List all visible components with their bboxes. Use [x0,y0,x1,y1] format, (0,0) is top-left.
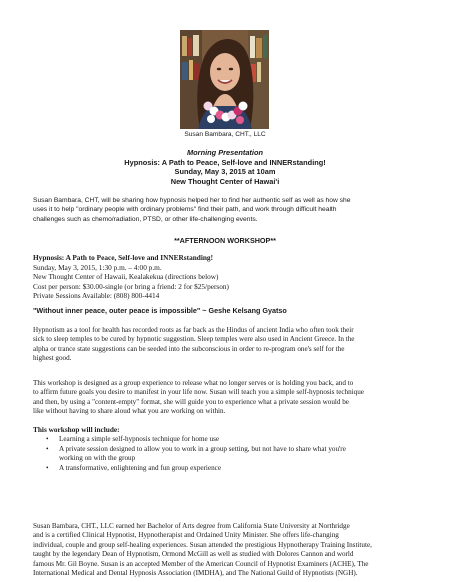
intro-line: challenges such as chemo/radiation, PTSD, or other life-challenging events. [33,215,258,223]
bullet-icon: • [46,463,49,472]
paragraph-line: and is a certified Clinical Hypnotist, Hypnotherapist and Ordained Unity Minister. She offers life-changing [33,531,339,540]
presentation-date: Sunday, May 3, 2015 at 10am [174,167,276,176]
paragraph-line: International Medical and Dental Hypnosis Association (IMDHA), and The National Guild of Hypnotists (NGH). [33,569,358,578]
paragraph-line: alpha or trance state suggestions can be seeded into the subconscious in order to re-program one's self for the [33,344,345,353]
paragraph-line: to affirm future goals you desire to manifest in your life now. Susan will teach you a simple self-hypnosis technique [33,388,364,397]
portrait-image [180,30,269,129]
list-item: • A transformative, enlightening and fun group experience [46,463,221,472]
list-item: • A private session designed to allow you to work in a group setting, but not have to share what you're working on with the group [46,444,346,462]
will-include-list [33,435,425,473]
list-item: • Learning a simple self-hypnosis technique for home use [46,435,220,443]
bullet-icon: • [46,444,49,453]
afternoon-workshop-heading: **AFTERNOON WORKSHOP** [174,236,276,245]
bio-paragraph [33,522,425,578]
paragraph-line: like without having to share aloud what you are working on within. [33,407,226,416]
workshop-location-line: New Thought Center of Hawaii, Kealakekua (directions below) [33,272,219,282]
paragraph-line: This workshop is designed as a group experience to release what no longer serves or is holding you back, and to [33,379,354,387]
paragraph-line: Hypnotism as a tool for health has recorded roots as far back as the Hindus of ancient India who often took their [33,326,354,334]
bullet-icon: • [46,435,49,443]
paragraph-line: famous Mr. Gil Boyne. Susan is an accepted Member of the American Council of Hypnotist Examiners (ACHE), The [33,559,369,568]
workshop-description-paragraph [33,379,425,417]
presentation-venue: New Thought Center of Hawai'i [170,176,280,186]
will-include-heading: This workshop will include: [33,425,120,434]
paragraph-line: and then, by using a "content-empty" format, she will guide you to experience what a private session would be [33,397,349,406]
quote: "Without inner peace, outer peace is impossible" ~ Geshe Kelsang Gyatso [33,306,287,315]
intro-line: Susan Bambara, CHT, will be sharing how hypnosis helped her to find her authentic self as well as how she [33,197,351,204]
history-paragraph [33,326,425,364]
presentation-title: Morning Presentation [187,148,263,157]
workshop-cost-line: Cost per person: $30.00-single (or bring a friend: 2 for $25/person) [33,281,229,291]
intro-line: uses it to help "ordinary people with ordinary problems" find their path, and work through difficult health [33,206,337,214]
paragraph-line: Susan Bambara, CHT., LLC earned her Bachelor of Arts degree from California State University at Northridge [33,522,350,530]
paragraph-line: highest good. [33,354,72,363]
portrait-photo [180,30,269,129]
workshop-title: Hypnosis: A Path to Peace, Self-love and INNERstanding! [33,253,214,262]
workshop-date-line: Sunday, May 3, 2015, 1:30 p.m. – 4:00 p.m. [33,262,162,272]
presentation-subtitle: Hypnosis: A Path to Peace, Self-love and INNERstanding! [124,157,326,167]
workshop-phone-line: Private Sessions Available: (808) 800-4414 [33,291,160,301]
intro-paragraph [33,196,423,224]
photo-caption: Susan Bambara, CHT., LLC [184,131,266,138]
paragraph-line: sick to sleep temples to be cured by hypnotic suggestion. Sleep temples were also used in Ancient Greece. In the [33,335,355,344]
paragraph-line: taught by the legendary Dean of Hypnotism, Ormond McGill as well as studied with Dolores Cannon and world [33,550,354,559]
workshop-details [33,253,423,301]
paragraph-line: individual, couple and group self-healing experiences. Susan attended the prestigious Hypnotherapy Training Institute, [33,540,372,549]
